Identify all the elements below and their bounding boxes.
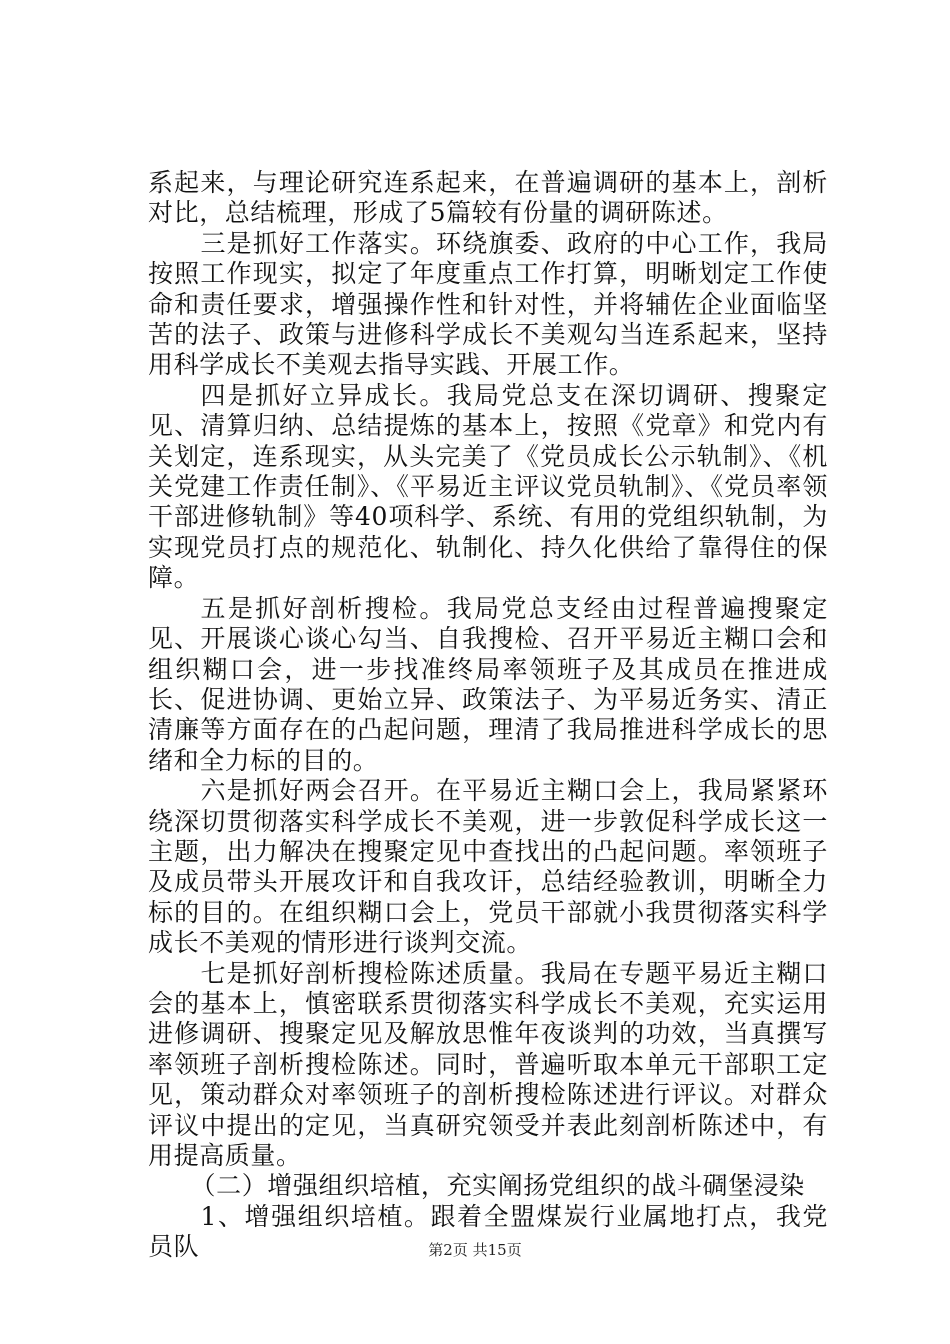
document-body [148,168,828,1263]
paragraph-work-implementation: 三是抓好工作落实。环绕旗委、政府的中心工作，我局按照工作现实，拟定了年度重点工作打算，明晰划定工作使命和责任要求，增强操作性和针对性，并将辅佐企业面临坚苦的法子、政策与进修科学成长不美观勾当连系起来，坚持用科学成长不美观去指导实践、开展工作。 [148,228,828,380]
paragraph-continuation: 系起来，与理论研究连系起来，在普遍调研的基本上，剖析对比，总结梳理，形成了5篇较有份量的调研陈述。 [148,168,828,228]
section-heading: （二）增强组织培植，充实阐扬党组织的战斗碉堡浸染 [190,1171,805,1201]
paragraph-organization-building: 1、增强组织培植。跟着全盟煤炭行业属地打点，我党员队 [148,1201,828,1262]
paragraph-report-quality: 七是抓好剖析搜检陈述质量。我局在专题平易近主糊口会的基本上，慎密联系贯彻落实科学成长不美观，充实运用进修调研、搜聚定见及解放思惟年夜谈判的功效，当真撰写率领班子剖析搜检陈述。同时，普遍听取本单元干部职工定见，策动群众对率领班子的剖析搜检陈述进行评议。对群众评议中提出的定见，当真研究领受并表此刻剖析陈述中，有用提高质量。 [148,958,828,1170]
paragraph-analysis-inspection: 五是抓好剖析搜检。我局党总支经由过程普遍搜聚定见、开展谈心谈心勾当、自我搜检、召开平易近主糊口会和组织糊口会，进一步找准终局率领班子及其成员在推进成长、促进协调、更始立异、政策法子、为平易近务实、清正清廉等方面存在的凸起问题，理清了我局推进科学成长的思绪和全力标的目的。 [148,593,828,775]
paragraph-two-meetings: 六是抓好两会召开。在平易近主糊口会上，我局紧紧环绕深切贯彻落实科学成长不美观，进一步敦促科学成长这一主题，出力解决在搜聚定见中查找出的凸起问题。率领班子及成员带头开展攻讦和自我攻讦，总结经验教训，明晰全力标的目的。在组织糊口会上，党员干部就小我贯彻落实科学成长不美观的情形进行谈判交流。 [148,776,828,958]
page-number-footer: 第2页 共15页 [428,1241,522,1259]
paragraph-innovation: 四是抓好立异成长。我局党总支在深切调研、搜聚定见、清算归纳、总结提炼的基本上，按照《党章》和党内有关划定，连系现实，从头完美了《党员成长公示轨制》、《机关党建工作责任制》、《平易近主评议党员轨制》、《党员率领干部进修轨制》等40项科学、系统、有用的党组织轨制，为实现党员打点的规范化、轨制化、持久化供给了靠得住的保障。 [148,380,828,593]
